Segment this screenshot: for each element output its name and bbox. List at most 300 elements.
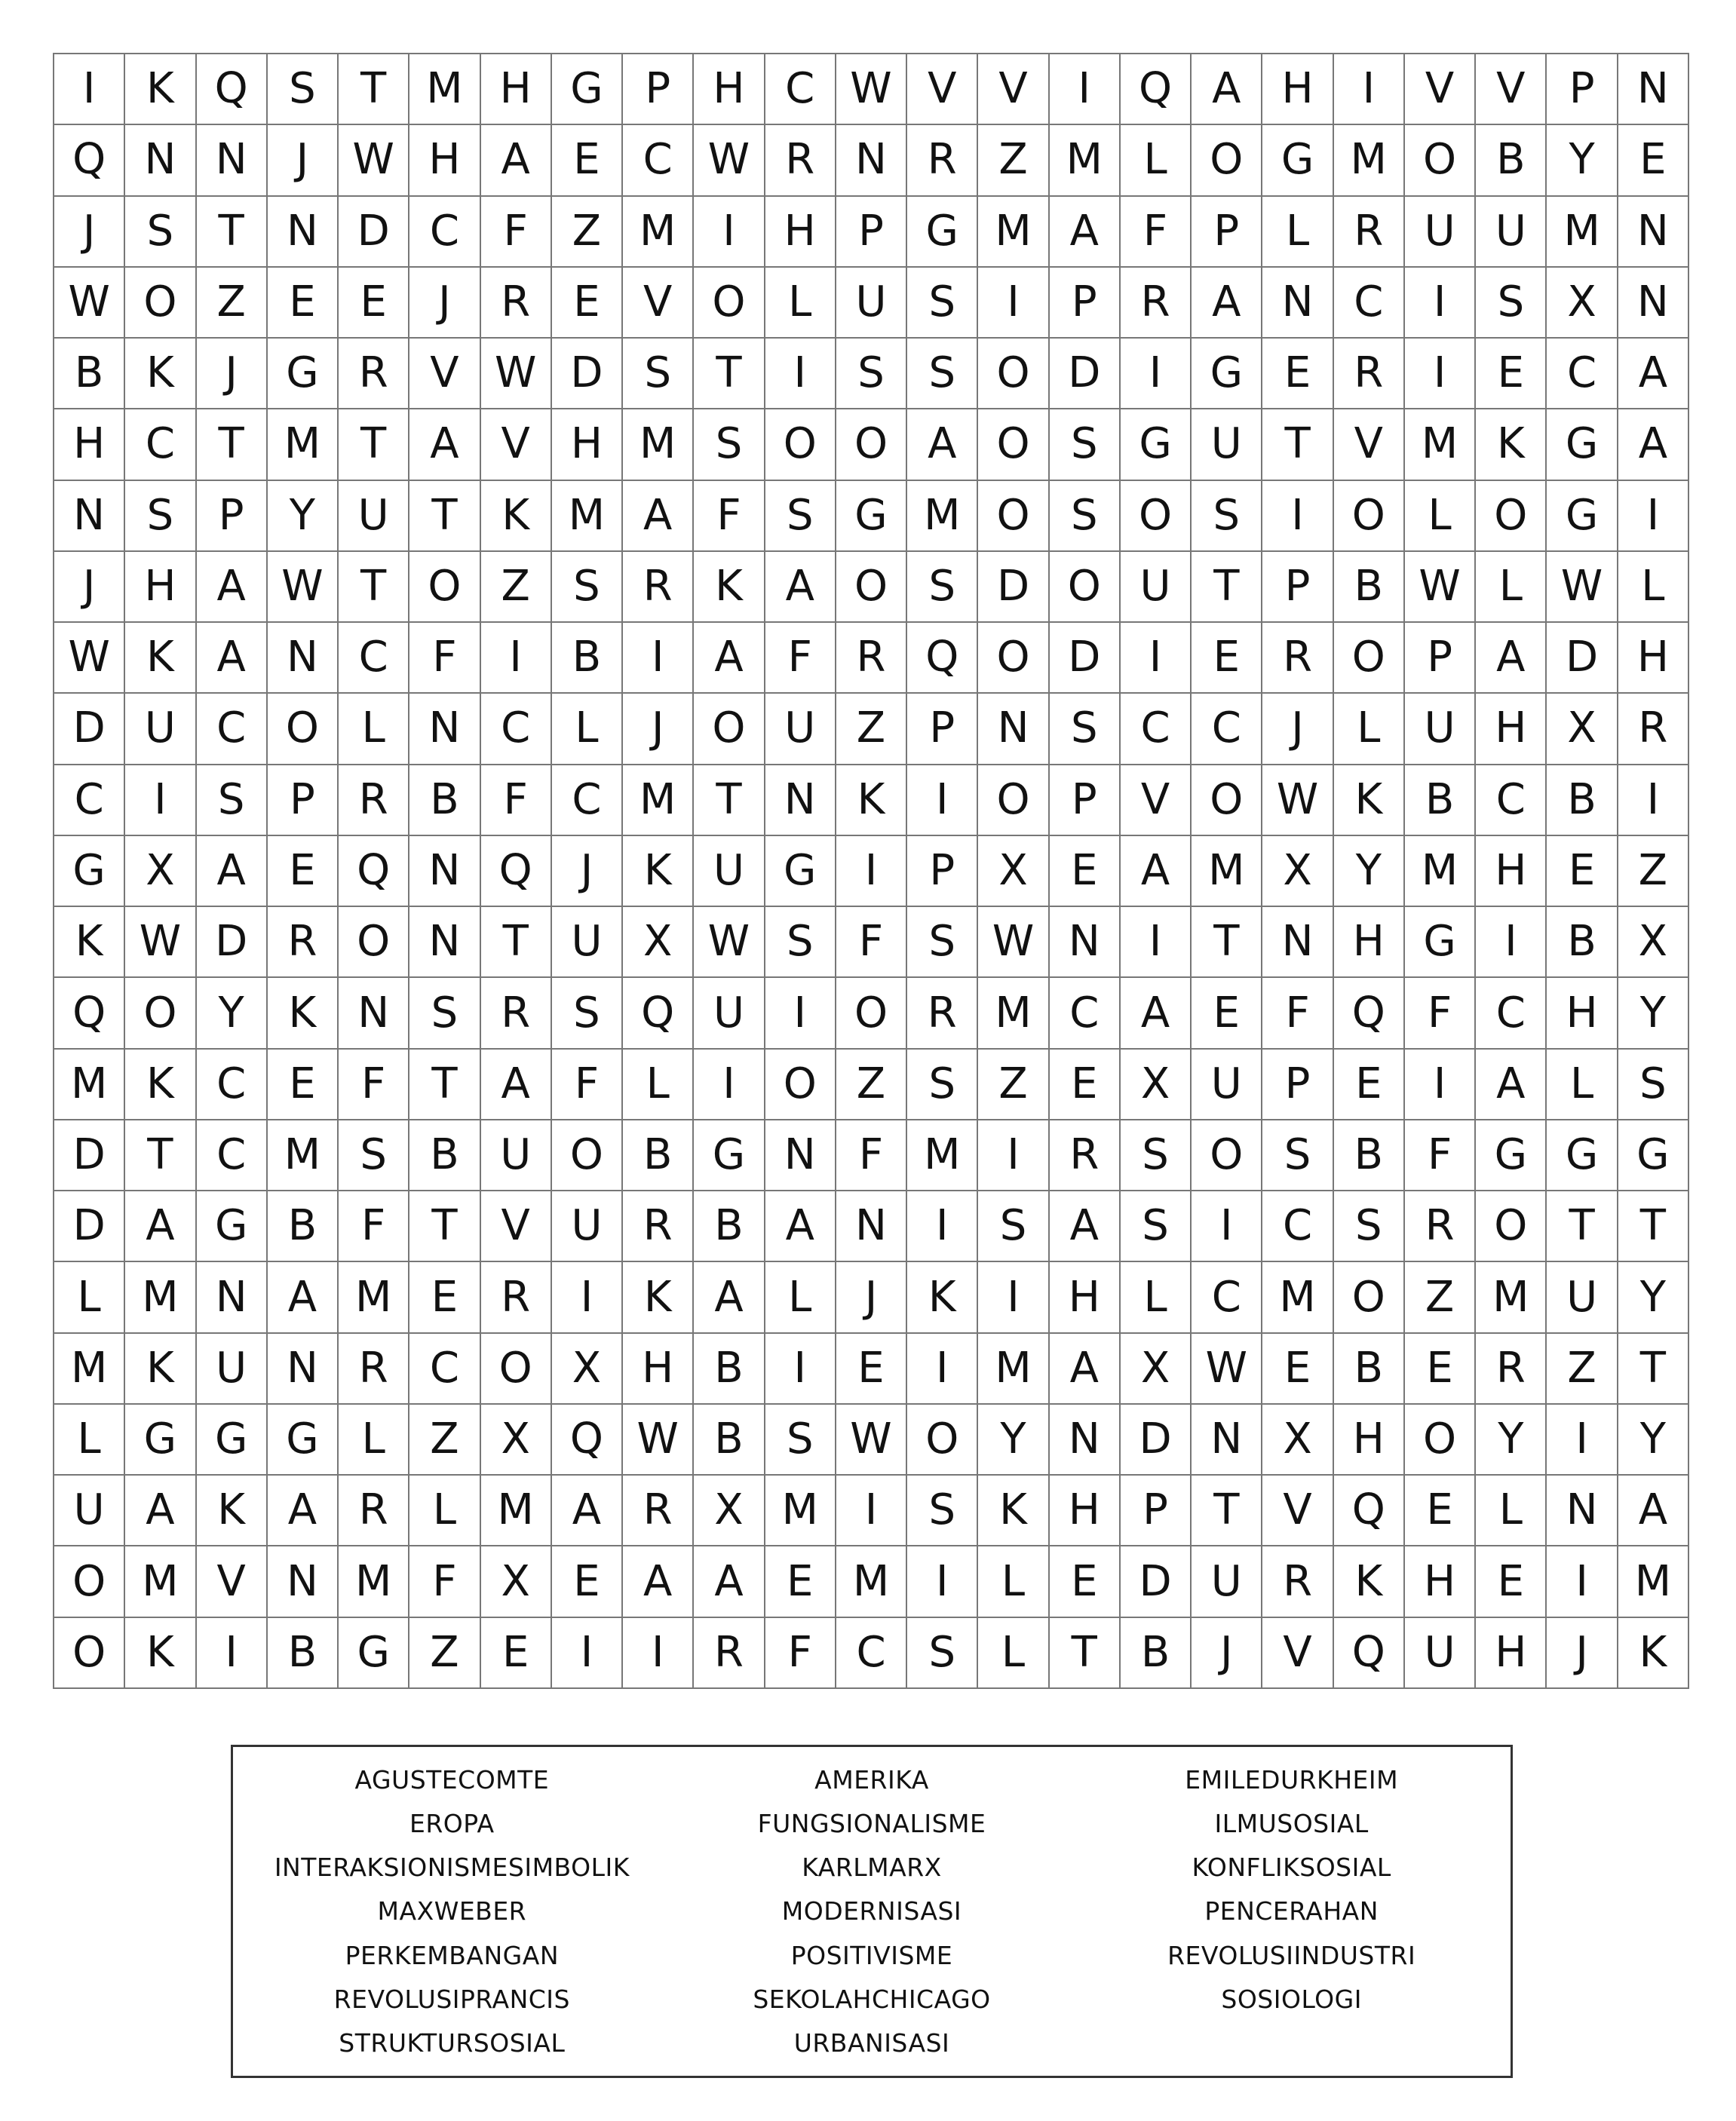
grid-cell[interactable]: S <box>125 481 196 552</box>
grid-cell[interactable]: M <box>481 1476 552 1546</box>
grid-cell[interactable]: B <box>623 1120 694 1191</box>
grid-cell[interactable]: I <box>552 1262 623 1333</box>
grid-cell[interactable]: S <box>197 765 268 836</box>
grid-cell[interactable]: H <box>409 125 480 196</box>
grid-cell[interactable]: L <box>623 1050 694 1120</box>
grid-cell[interactable]: L <box>765 1262 836 1333</box>
grid-cell[interactable]: W <box>694 907 765 978</box>
grid-cell[interactable]: T <box>409 481 480 552</box>
grid-cell[interactable]: L <box>1476 1476 1547 1546</box>
grid-cell[interactable]: O <box>694 268 765 339</box>
grid-cell[interactable]: N <box>1618 197 1689 268</box>
grid-cell[interactable]: X <box>481 1546 552 1617</box>
grid-cell[interactable]: I <box>836 1476 907 1546</box>
grid-cell[interactable]: O <box>907 1405 978 1476</box>
grid-cell[interactable]: B <box>1547 907 1618 978</box>
grid-cell[interactable]: I <box>197 1618 268 1689</box>
grid-cell[interactable]: B <box>409 765 480 836</box>
grid-cell[interactable]: D <box>1050 623 1121 694</box>
grid-cell[interactable]: G <box>1547 481 1618 552</box>
grid-cell[interactable]: S <box>125 197 196 268</box>
grid-cell[interactable]: M <box>623 765 694 836</box>
grid-cell[interactable]: N <box>197 125 268 196</box>
grid-cell[interactable]: F <box>409 623 480 694</box>
grid-cell[interactable]: R <box>481 1262 552 1333</box>
grid-cell[interactable]: I <box>978 1120 1049 1191</box>
grid-cell[interactable]: A <box>765 1191 836 1262</box>
grid-cell[interactable]: N <box>268 1546 339 1617</box>
grid-cell[interactable]: J <box>268 125 339 196</box>
grid-cell[interactable]: B <box>409 1120 480 1191</box>
grid-cell[interactable]: F <box>481 197 552 268</box>
grid-cell[interactable]: R <box>481 268 552 339</box>
grid-cell[interactable]: P <box>1192 197 1262 268</box>
grid-cell[interactable]: V <box>1262 1618 1333 1689</box>
grid-cell[interactable]: A <box>268 1262 339 1333</box>
grid-cell[interactable]: K <box>836 765 907 836</box>
grid-cell[interactable]: O <box>54 1618 125 1689</box>
grid-cell[interactable]: K <box>125 54 196 125</box>
grid-cell[interactable]: D <box>1050 339 1121 409</box>
grid-cell[interactable]: L <box>339 694 409 765</box>
grid-cell[interactable]: F <box>339 1050 409 1120</box>
grid-cell[interactable]: M <box>339 1262 409 1333</box>
grid-cell[interactable]: K <box>54 907 125 978</box>
grid-cell[interactable]: G <box>694 1120 765 1191</box>
grid-cell[interactable]: E <box>1334 1050 1405 1120</box>
grid-cell[interactable]: M <box>1050 125 1121 196</box>
grid-cell[interactable]: W <box>836 54 907 125</box>
grid-cell[interactable]: O <box>54 1546 125 1617</box>
grid-cell[interactable]: S <box>907 1618 978 1689</box>
grid-cell[interactable]: B <box>1334 552 1405 623</box>
grid-cell[interactable]: J <box>623 694 694 765</box>
grid-cell[interactable]: R <box>1476 1334 1547 1405</box>
grid-cell[interactable]: B <box>1476 125 1547 196</box>
grid-cell[interactable]: S <box>1476 268 1547 339</box>
grid-cell[interactable]: G <box>268 1405 339 1476</box>
grid-cell[interactable]: K <box>125 1050 196 1120</box>
grid-cell[interactable]: I <box>1405 268 1476 339</box>
grid-cell[interactable]: O <box>978 481 1049 552</box>
grid-cell[interactable]: D <box>1547 623 1618 694</box>
grid-cell[interactable]: G <box>1121 409 1192 480</box>
grid-cell[interactable]: Z <box>1405 1262 1476 1333</box>
grid-cell[interactable]: E <box>1050 1546 1121 1617</box>
grid-cell[interactable]: B <box>1405 765 1476 836</box>
grid-cell[interactable]: V <box>481 1191 552 1262</box>
grid-cell[interactable]: P <box>1262 1050 1333 1120</box>
grid-cell[interactable]: I <box>978 268 1049 339</box>
grid-cell[interactable]: I <box>765 1334 836 1405</box>
grid-cell[interactable]: P <box>1050 765 1121 836</box>
grid-cell[interactable]: S <box>765 1405 836 1476</box>
grid-cell[interactable]: N <box>268 197 339 268</box>
grid-cell[interactable]: U <box>836 268 907 339</box>
grid-cell[interactable]: O <box>1334 1262 1405 1333</box>
grid-cell[interactable]: H <box>694 54 765 125</box>
grid-cell[interactable]: N <box>1618 54 1689 125</box>
grid-cell[interactable]: O <box>1121 481 1192 552</box>
grid-cell[interactable]: S <box>765 481 836 552</box>
grid-cell[interactable]: U <box>481 1120 552 1191</box>
grid-cell[interactable]: M <box>1334 125 1405 196</box>
grid-cell[interactable]: O <box>978 409 1049 480</box>
grid-cell[interactable]: M <box>1192 836 1262 907</box>
grid-cell[interactable]: N <box>836 1191 907 1262</box>
grid-cell[interactable]: O <box>765 1050 836 1120</box>
grid-cell[interactable]: K <box>623 836 694 907</box>
grid-cell[interactable]: O <box>268 694 339 765</box>
grid-cell[interactable]: J <box>1192 1618 1262 1689</box>
grid-cell[interactable]: I <box>552 1618 623 1689</box>
grid-cell[interactable]: N <box>339 978 409 1049</box>
grid-cell[interactable]: N <box>1192 1405 1262 1476</box>
grid-cell[interactable]: Y <box>978 1405 1049 1476</box>
grid-cell[interactable]: M <box>1405 836 1476 907</box>
grid-cell[interactable]: U <box>197 1334 268 1405</box>
grid-cell[interactable]: L <box>1262 197 1333 268</box>
grid-cell[interactable]: I <box>1334 54 1405 125</box>
grid-cell[interactable]: I <box>1121 907 1192 978</box>
grid-cell[interactable]: X <box>1547 268 1618 339</box>
grid-cell[interactable]: M <box>1262 1262 1333 1333</box>
grid-cell[interactable]: G <box>1547 409 1618 480</box>
grid-cell[interactable]: B <box>1547 765 1618 836</box>
grid-cell[interactable]: R <box>1262 1546 1333 1617</box>
grid-cell[interactable]: E <box>1262 339 1333 409</box>
grid-cell[interactable]: O <box>409 552 480 623</box>
grid-cell[interactable]: O <box>339 907 409 978</box>
grid-cell[interactable]: C <box>1547 339 1618 409</box>
grid-cell[interactable]: F <box>1262 978 1333 1049</box>
grid-cell[interactable]: B <box>552 623 623 694</box>
grid-cell[interactable]: N <box>1050 1405 1121 1476</box>
grid-cell[interactable]: H <box>623 1334 694 1405</box>
grid-cell[interactable]: R <box>907 125 978 196</box>
grid-cell[interactable]: M <box>552 481 623 552</box>
grid-cell[interactable]: T <box>197 197 268 268</box>
grid-cell[interactable]: D <box>197 907 268 978</box>
grid-cell[interactable]: W <box>836 1405 907 1476</box>
grid-cell[interactable]: A <box>694 1262 765 1333</box>
grid-cell[interactable]: Q <box>552 1405 623 1476</box>
grid-cell[interactable]: X <box>1121 1334 1192 1405</box>
grid-cell[interactable]: H <box>1405 1546 1476 1617</box>
grid-cell[interactable]: C <box>1476 765 1547 836</box>
grid-cell[interactable]: I <box>125 765 196 836</box>
grid-cell[interactable]: L <box>54 1405 125 1476</box>
grid-cell[interactable]: E <box>1192 978 1262 1049</box>
grid-cell[interactable]: D <box>1121 1405 1192 1476</box>
grid-cell[interactable]: N <box>836 125 907 196</box>
grid-cell[interactable]: M <box>409 54 480 125</box>
grid-cell[interactable]: A <box>1050 1191 1121 1262</box>
grid-cell[interactable]: I <box>1405 339 1476 409</box>
grid-cell[interactable]: Y <box>1476 1405 1547 1476</box>
grid-cell[interactable]: X <box>1262 836 1333 907</box>
grid-cell[interactable]: X <box>1262 1405 1333 1476</box>
grid-cell[interactable]: E <box>1262 1334 1333 1405</box>
grid-cell[interactable]: I <box>1547 1546 1618 1617</box>
grid-cell[interactable]: R <box>623 1476 694 1546</box>
grid-cell[interactable]: H <box>1618 623 1689 694</box>
grid-cell[interactable]: S <box>552 978 623 1049</box>
grid-cell[interactable]: M <box>268 1120 339 1191</box>
grid-cell[interactable]: V <box>1121 765 1192 836</box>
grid-cell[interactable]: I <box>1476 907 1547 978</box>
grid-cell[interactable]: S <box>694 409 765 480</box>
grid-cell[interactable]: C <box>765 54 836 125</box>
grid-cell[interactable]: W <box>1262 765 1333 836</box>
grid-cell[interactable]: I <box>907 1546 978 1617</box>
grid-cell[interactable]: P <box>1547 54 1618 125</box>
grid-cell[interactable]: I <box>907 1334 978 1405</box>
grid-cell[interactable]: P <box>907 694 978 765</box>
grid-cell[interactable]: I <box>1050 54 1121 125</box>
grid-cell[interactable]: H <box>1262 54 1333 125</box>
grid-cell[interactable]: I <box>907 765 978 836</box>
grid-cell[interactable]: R <box>1121 268 1192 339</box>
grid-cell[interactable]: R <box>481 978 552 1049</box>
grid-cell[interactable]: L <box>1476 552 1547 623</box>
grid-cell[interactable]: F <box>765 1618 836 1689</box>
grid-cell[interactable]: G <box>765 836 836 907</box>
grid-cell[interactable]: C <box>197 694 268 765</box>
grid-cell[interactable]: M <box>978 1334 1049 1405</box>
grid-cell[interactable]: D <box>339 197 409 268</box>
grid-cell[interactable]: A <box>481 125 552 196</box>
grid-cell[interactable]: A <box>1618 409 1689 480</box>
grid-cell[interactable]: E <box>1476 339 1547 409</box>
grid-cell[interactable]: J <box>836 1262 907 1333</box>
grid-cell[interactable]: O <box>836 409 907 480</box>
grid-cell[interactable]: P <box>1262 552 1333 623</box>
grid-cell[interactable]: C <box>836 1618 907 1689</box>
grid-cell[interactable]: N <box>125 125 196 196</box>
grid-cell[interactable]: O <box>1334 623 1405 694</box>
grid-cell[interactable]: X <box>978 836 1049 907</box>
grid-cell[interactable]: X <box>623 907 694 978</box>
grid-cell[interactable]: D <box>54 1191 125 1262</box>
grid-cell[interactable]: A <box>1050 1334 1121 1405</box>
grid-cell[interactable]: C <box>339 623 409 694</box>
grid-cell[interactable]: U <box>1405 694 1476 765</box>
grid-cell[interactable]: U <box>694 978 765 1049</box>
grid-cell[interactable]: T <box>1192 907 1262 978</box>
grid-cell[interactable]: I <box>765 978 836 1049</box>
grid-cell[interactable]: K <box>1334 1546 1405 1617</box>
grid-cell[interactable]: J <box>197 339 268 409</box>
grid-cell[interactable]: N <box>1050 907 1121 978</box>
grid-cell[interactable]: K <box>907 1262 978 1333</box>
grid-cell[interactable]: S <box>1050 481 1121 552</box>
grid-cell[interactable]: O <box>1192 125 1262 196</box>
grid-cell[interactable]: M <box>765 1476 836 1546</box>
grid-cell[interactable]: E <box>268 1050 339 1120</box>
grid-cell[interactable]: C <box>1192 694 1262 765</box>
grid-cell[interactable]: O <box>765 409 836 480</box>
grid-cell[interactable]: A <box>623 481 694 552</box>
grid-cell[interactable]: C <box>1262 1191 1333 1262</box>
grid-cell[interactable]: E <box>339 268 409 339</box>
grid-cell[interactable]: Q <box>481 836 552 907</box>
grid-cell[interactable]: A <box>1050 197 1121 268</box>
grid-cell[interactable]: C <box>1476 978 1547 1049</box>
grid-cell[interactable]: A <box>1121 978 1192 1049</box>
grid-cell[interactable]: O <box>1476 481 1547 552</box>
grid-cell[interactable]: R <box>1050 1120 1121 1191</box>
grid-cell[interactable]: I <box>1121 339 1192 409</box>
grid-cell[interactable]: E <box>836 1334 907 1405</box>
grid-cell[interactable]: A <box>125 1476 196 1546</box>
grid-cell[interactable]: F <box>552 1050 623 1120</box>
grid-cell[interactable]: C <box>54 765 125 836</box>
grid-cell[interactable]: A <box>1476 1050 1547 1120</box>
grid-cell[interactable]: A <box>197 552 268 623</box>
grid-cell[interactable]: P <box>197 481 268 552</box>
grid-cell[interactable]: I <box>481 623 552 694</box>
grid-cell[interactable]: L <box>339 1405 409 1476</box>
grid-cell[interactable]: T <box>694 765 765 836</box>
grid-cell[interactable]: Z <box>978 1050 1049 1120</box>
grid-cell[interactable]: S <box>765 907 836 978</box>
grid-cell[interactable]: S <box>978 1191 1049 1262</box>
grid-cell[interactable]: U <box>1192 1546 1262 1617</box>
grid-cell[interactable]: K <box>197 1476 268 1546</box>
grid-cell[interactable]: N <box>409 836 480 907</box>
grid-cell[interactable]: O <box>481 1334 552 1405</box>
grid-cell[interactable]: H <box>1476 694 1547 765</box>
grid-cell[interactable]: I <box>1192 1191 1262 1262</box>
grid-cell[interactable]: H <box>54 409 125 480</box>
grid-cell[interactable]: G <box>125 1405 196 1476</box>
grid-cell[interactable]: C <box>552 765 623 836</box>
grid-cell[interactable]: P <box>1050 268 1121 339</box>
grid-cell[interactable]: H <box>125 552 196 623</box>
grid-cell[interactable]: W <box>1547 552 1618 623</box>
grid-cell[interactable]: K <box>694 552 765 623</box>
grid-cell[interactable]: W <box>339 125 409 196</box>
grid-cell[interactable]: Q <box>339 836 409 907</box>
grid-cell[interactable]: P <box>623 54 694 125</box>
grid-cell[interactable]: X <box>481 1405 552 1476</box>
grid-cell[interactable]: K <box>1618 1618 1689 1689</box>
grid-cell[interactable]: Z <box>836 1050 907 1120</box>
grid-cell[interactable]: V <box>623 268 694 339</box>
grid-cell[interactable]: Y <box>1618 1405 1689 1476</box>
grid-cell[interactable]: D <box>552 339 623 409</box>
grid-cell[interactable]: U <box>694 836 765 907</box>
grid-cell[interactable]: T <box>125 1120 196 1191</box>
grid-cell[interactable]: B <box>268 1618 339 1689</box>
grid-cell[interactable]: V <box>1262 1476 1333 1546</box>
grid-cell[interactable]: I <box>54 54 125 125</box>
grid-cell[interactable]: W <box>1405 552 1476 623</box>
grid-cell[interactable]: A <box>409 409 480 480</box>
grid-cell[interactable]: Z <box>409 1405 480 1476</box>
grid-cell[interactable]: W <box>481 339 552 409</box>
grid-cell[interactable]: A <box>907 409 978 480</box>
grid-cell[interactable]: H <box>765 197 836 268</box>
grid-cell[interactable]: G <box>1618 1120 1689 1191</box>
grid-cell[interactable]: J <box>1547 1618 1618 1689</box>
grid-cell[interactable]: J <box>54 197 125 268</box>
grid-cell[interactable]: A <box>1192 54 1262 125</box>
grid-cell[interactable]: S <box>339 1120 409 1191</box>
grid-cell[interactable]: S <box>1050 694 1121 765</box>
grid-cell[interactable]: W <box>623 1405 694 1476</box>
grid-cell[interactable]: P <box>836 197 907 268</box>
grid-cell[interactable]: I <box>1405 1050 1476 1120</box>
grid-cell[interactable]: Q <box>623 978 694 1049</box>
grid-cell[interactable]: G <box>1547 1120 1618 1191</box>
grid-cell[interactable]: A <box>268 1476 339 1546</box>
grid-cell[interactable]: G <box>1476 1120 1547 1191</box>
grid-cell[interactable]: F <box>694 481 765 552</box>
grid-cell[interactable]: R <box>268 907 339 978</box>
grid-cell[interactable]: A <box>765 552 836 623</box>
grid-cell[interactable]: A <box>481 1050 552 1120</box>
grid-cell[interactable]: M <box>1618 1546 1689 1617</box>
grid-cell[interactable]: S <box>552 552 623 623</box>
grid-cell[interactable]: M <box>125 1546 196 1617</box>
grid-cell[interactable]: I <box>623 623 694 694</box>
grid-cell[interactable]: E <box>1405 1476 1476 1546</box>
grid-cell[interactable]: E <box>1050 836 1121 907</box>
grid-cell[interactable]: O <box>1476 1191 1547 1262</box>
grid-cell[interactable]: K <box>481 481 552 552</box>
grid-cell[interactable]: N <box>1618 268 1689 339</box>
grid-cell[interactable]: B <box>1334 1120 1405 1191</box>
grid-cell[interactable]: U <box>1192 409 1262 480</box>
grid-cell[interactable]: U <box>552 1191 623 1262</box>
grid-cell[interactable]: R <box>694 1618 765 1689</box>
grid-cell[interactable]: Z <box>552 197 623 268</box>
grid-cell[interactable]: E <box>1405 1334 1476 1405</box>
grid-cell[interactable]: G <box>54 836 125 907</box>
grid-cell[interactable]: C <box>1334 268 1405 339</box>
grid-cell[interactable]: E <box>409 1262 480 1333</box>
grid-cell[interactable]: B <box>1334 1334 1405 1405</box>
grid-cell[interactable]: I <box>1547 1405 1618 1476</box>
grid-cell[interactable]: M <box>1405 409 1476 480</box>
grid-cell[interactable]: S <box>907 907 978 978</box>
grid-cell[interactable]: L <box>1121 1262 1192 1333</box>
grid-cell[interactable]: K <box>125 1618 196 1689</box>
grid-cell[interactable]: K <box>125 623 196 694</box>
grid-cell[interactable]: K <box>268 978 339 1049</box>
grid-cell[interactable]: M <box>836 1546 907 1617</box>
grid-cell[interactable]: N <box>765 1120 836 1191</box>
grid-cell[interactable]: U <box>1476 197 1547 268</box>
grid-cell[interactable]: S <box>1121 1120 1192 1191</box>
grid-cell[interactable]: M <box>978 978 1049 1049</box>
grid-cell[interactable]: K <box>125 339 196 409</box>
grid-cell[interactable]: K <box>1334 765 1405 836</box>
grid-cell[interactable]: Z <box>197 268 268 339</box>
grid-cell[interactable]: D <box>1121 1546 1192 1617</box>
grid-cell[interactable]: M <box>54 1334 125 1405</box>
grid-cell[interactable]: H <box>1334 1405 1405 1476</box>
grid-cell[interactable]: F <box>1405 1120 1476 1191</box>
grid-cell[interactable]: J <box>552 836 623 907</box>
grid-cell[interactable]: V <box>907 54 978 125</box>
grid-cell[interactable]: K <box>623 1262 694 1333</box>
grid-cell[interactable]: C <box>197 1050 268 1120</box>
grid-cell[interactable]: A <box>623 1546 694 1617</box>
grid-cell[interactable]: B <box>694 1334 765 1405</box>
